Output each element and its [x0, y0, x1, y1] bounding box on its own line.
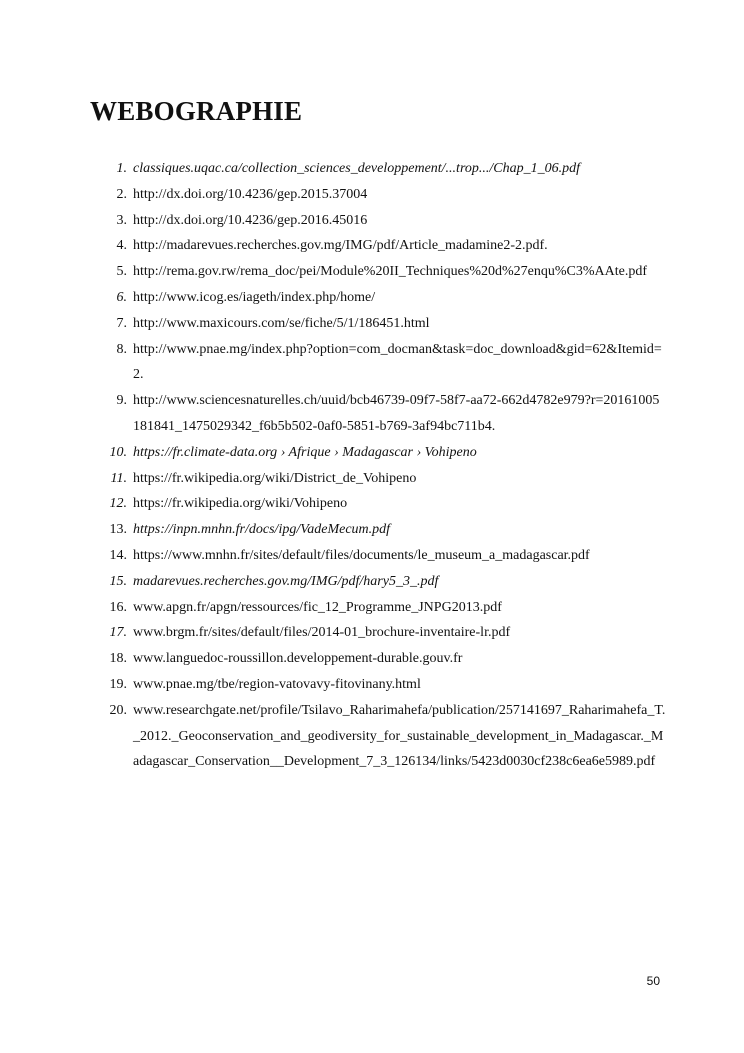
reference-number: 7. [116, 315, 127, 331]
reference-item [96, 208, 666, 234]
reference-item [96, 698, 666, 775]
reference-number: 2. [116, 186, 127, 202]
reference-item [96, 672, 666, 698]
reference-item [96, 620, 666, 646]
reference-item [96, 337, 666, 389]
reference-link[interactable]: http://www.icog.es/iageth/index.php/home/ [133, 289, 376, 305]
reference-link[interactable]: www.pnae.mg/tbe/region-vatovavy-fitovinany.html [133, 676, 421, 692]
reference-item [96, 517, 666, 543]
reference-number: 16. [109, 599, 127, 615]
reference-link[interactable]: http://www.maxicours.com/se/fiche/5/1/186451.html [133, 315, 430, 331]
reference-number: 17. [109, 625, 127, 641]
page-title: WEBOGRAPHIE [90, 96, 303, 126]
reference-item [96, 311, 666, 337]
reference-number: 1. [116, 161, 127, 176]
reference-number: 20. [109, 702, 127, 718]
reference-item [96, 285, 666, 311]
reference-item [96, 156, 666, 182]
reference-number: 18. [109, 651, 127, 667]
reference-number: 11. [110, 470, 127, 486]
reference-link[interactable]: madarevues.recherches.gov.mg/IMG/pdf/hary5_3_.pdf [133, 573, 439, 589]
reference-link[interactable]: www.brgm.fr/sites/default/files/2014-01_brochure-inventaire-lr.pdf [133, 625, 511, 641]
reference-number: 3. [116, 212, 127, 228]
reference-number: 8. [116, 341, 127, 357]
reference-link[interactable]: https://www.mnhn.fr/sites/default/files/documents/le_museum_a_madagascar.pdf [133, 547, 590, 563]
reference-item [96, 569, 666, 595]
reference-link[interactable]: www.researchgate.net/profile/Tsilavo_Raharimahefa/publication/257141697_Raharimahefa_T._2012._Geoconservation_and_geodiversity_for_sustainable_development_in_Madagascar._Madagascar_Conservation__Development_7_3_126134/links/5423d0030cf238c6ea6e5989.pdf [133, 702, 666, 770]
reference-number: 13. [109, 522, 127, 538]
reference-link[interactable]: www.apgn.fr/apgn/ressources/fic_12_Programme_JNPG2013.pdf [133, 599, 502, 615]
reference-link[interactable]: www.languedoc-roussillon.developpement-durable.gouv.fr [133, 651, 463, 667]
reference-item [96, 646, 666, 672]
reference-link[interactable]: https://fr.wikipedia.org/wiki/Vohipeno [133, 496, 348, 512]
reference-number: 5. [116, 264, 127, 280]
reference-link[interactable]: http://rema.gov.rw/rema_doc/pei/Module%20II_Techniques%20d%27enqu%C3%AAte.pdf [133, 264, 648, 280]
reference-item [96, 388, 666, 440]
reference-item [96, 595, 666, 621]
reference-number: 6. [116, 289, 127, 305]
reference-link[interactable]: https://fr.wikipedia.org/wiki/District_de_Vohipeno [133, 470, 417, 486]
reference-link[interactable]: https://fr.climate-data.org › Afrique › Madagascar › Vohipeno [133, 444, 477, 460]
reference-link[interactable]: http://www.sciencesnaturelles.ch/uuid/bcb46739-09f7-58f7-aa72-662d4782e979?r=20161005181841_1475029342_f6b5b502-0af0-5851-b769-3af94bc711b4. [133, 393, 660, 434]
reference-item [96, 491, 666, 517]
reference-number: 4. [116, 238, 127, 254]
reference-item [96, 259, 666, 285]
reference-item [96, 543, 666, 569]
reference-link[interactable]: http://dx.doi.org/10.4236/gep.2016.45016 [133, 212, 368, 228]
reference-number: 12. [109, 496, 127, 512]
reference-link[interactable]: classiques.uqac.ca/collection_sciences_developpement/...trop.../Chap_1_06.pdf [133, 161, 580, 176]
reference-link[interactable]: http://dx.doi.org/10.4236/gep.2015.37004 [133, 186, 368, 202]
page-number: 50 [646, 974, 660, 988]
reference-number: 15. [109, 573, 127, 589]
reference-item [96, 466, 666, 492]
reference-number: 9. [116, 393, 127, 409]
reference-number: 14. [109, 547, 127, 563]
reference-item [96, 182, 666, 208]
reference-number: 19. [109, 676, 127, 692]
reference-link[interactable]: http://www.pnae.mg/index.php?option=com_docman&task=doc_download&gid=62&Itemid=2. [133, 341, 662, 383]
reference-item [96, 440, 666, 466]
reference-link[interactable]: http://madarevues.recherches.gov.mg/IMG/pdf/Article_madamine2-2.pdf. [133, 238, 548, 254]
reference-list [96, 156, 666, 775]
reference-link[interactable]: https://inpn.mnhn.fr/docs/ipg/VadeMecum.pdf [133, 522, 391, 538]
reference-item [96, 233, 666, 259]
reference-number: 10. [109, 444, 127, 460]
